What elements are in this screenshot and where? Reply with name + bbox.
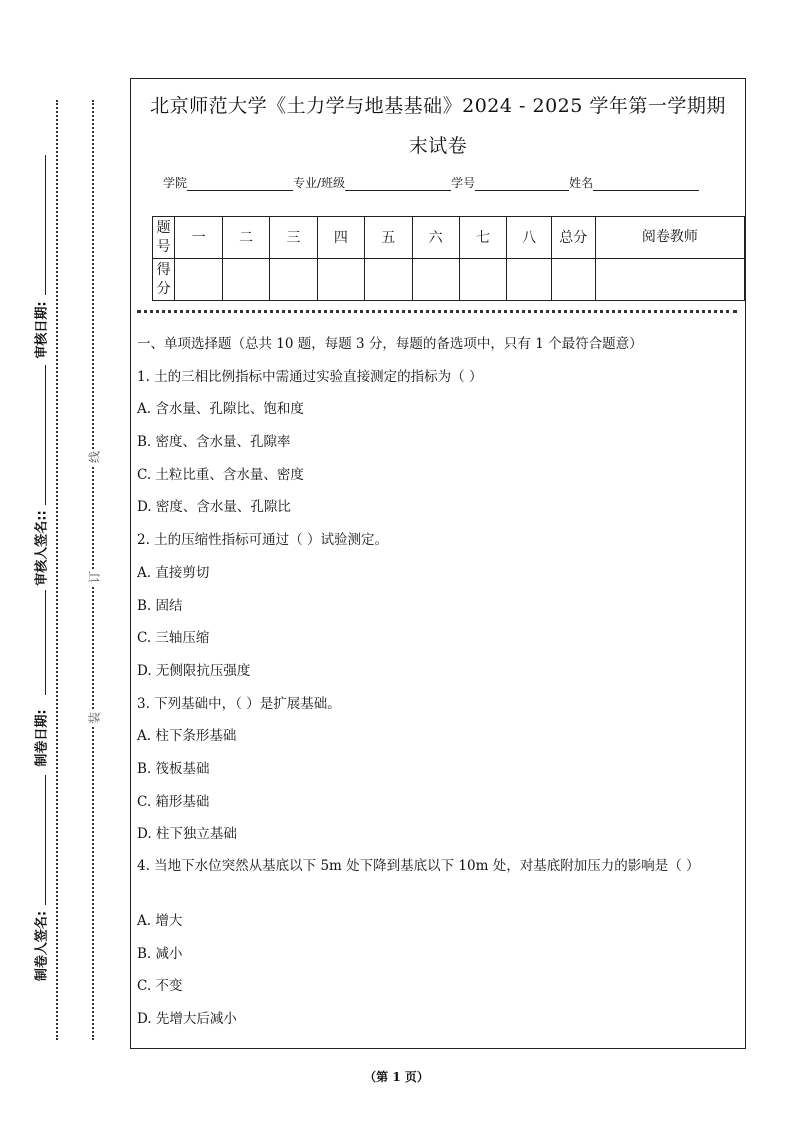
question-stem: 4. 当地下水位突然从基底以下 5m 处下降到基底以下 10m 处，对基底附加压力的影响是（ ） <box>137 858 700 874</box>
section-single-choice <box>137 333 741 1041</box>
signature-line <box>45 590 46 695</box>
col-header: 阅卷教师 <box>595 217 744 259</box>
option: D. 无侧限抗压强度 <box>137 662 251 679</box>
signature-line <box>45 365 46 505</box>
exam-frame <box>130 78 746 1049</box>
question-stem: 3. 下列基础中，（ ）是扩展基础。 <box>137 695 341 712</box>
signature-line <box>45 775 46 905</box>
score-cell[interactable] <box>364 259 412 301</box>
option: D. 密度、含水量、孔隙比 <box>137 499 291 516</box>
page-number: （第 1 页） <box>364 1070 429 1084</box>
section-heading: 一、单项选择题（总共 10 题，每题 3 分，每题的备选项中，只有 1 个最符合题意） <box>137 336 643 352</box>
field-label-major-class: 专业/班级 <box>293 176 346 190</box>
col-header: 六 <box>412 217 459 259</box>
col-header: 七 <box>459 217 507 259</box>
college-blank[interactable] <box>187 178 293 191</box>
major-class-blank[interactable] <box>345 178 451 191</box>
reviewer-signature-label: 审核人签名:: <box>34 510 50 586</box>
score-table <box>152 216 745 301</box>
field-label-student-id: 学号 <box>451 176 476 190</box>
student-info-row <box>163 174 699 191</box>
col-header: 五 <box>364 217 412 259</box>
option: B. 筏板基础 <box>137 760 210 777</box>
option: A. 含水量、孔隙比、饱和度 <box>137 401 304 418</box>
score-cell[interactable] <box>459 259 507 301</box>
exam-title-line2: 末试卷 <box>408 135 468 157</box>
question-stem: 1. 土的三相比例指标中需通过实验直接测定的指标为（ ） <box>137 368 483 385</box>
dotted-separator <box>137 310 737 313</box>
binding-dotted-line-outer <box>56 100 58 1040</box>
maker-signature-label: 制卷人签名: <box>34 910 50 982</box>
option: A. 增大 <box>137 913 183 929</box>
exam-date-label: 制卷日期: <box>34 709 50 767</box>
bind-mark-ding: 订 <box>87 570 102 584</box>
score-cell[interactable] <box>317 259 364 301</box>
score-cell[interactable] <box>412 259 459 301</box>
col-header: 总分 <box>551 217 595 259</box>
option: C. 土粒比重、含水量、密度 <box>137 466 304 483</box>
review-date-label: 审核日期: <box>34 301 50 359</box>
col-header: 一 <box>175 217 223 259</box>
score-cell[interactable] <box>270 259 318 301</box>
score-cell[interactable] <box>507 259 551 301</box>
option: D. 先增大后减小 <box>137 1011 237 1028</box>
option: C. 三轴压缩 <box>137 630 210 647</box>
exam-title-line1: 北京师范大学《土力学与地基基础》2024 - 2025 学年第一学期期 <box>150 95 726 117</box>
score-cell[interactable] <box>595 259 744 301</box>
score-cell[interactable] <box>551 259 595 301</box>
option: D. 柱下独立基础 <box>137 826 237 843</box>
option: A. 直接剪切 <box>137 564 210 581</box>
score-cell[interactable] <box>223 259 270 301</box>
col-header: 四 <box>317 217 364 259</box>
option: C. 箱形基础 <box>137 793 210 810</box>
col-header: 三 <box>270 217 318 259</box>
option: B. 减小 <box>137 945 183 962</box>
row-label-score: 得分 <box>153 259 175 301</box>
col-header: 八 <box>507 217 551 259</box>
student-id-blank[interactable] <box>475 178 569 191</box>
field-label-name: 姓名 <box>569 176 594 190</box>
option: C. 不变 <box>137 978 183 995</box>
name-blank[interactable] <box>593 178 699 191</box>
bind-mark-xian: 线 <box>87 450 102 464</box>
signature-line <box>45 155 46 295</box>
option: B. 固结 <box>137 597 183 614</box>
option: B. 密度、含水量、孔隙率 <box>137 434 291 451</box>
bind-mark-zhuang: 装 <box>87 711 102 725</box>
col-header: 二 <box>223 217 270 259</box>
row-label-question-no: 题号 <box>153 217 175 259</box>
score-cell[interactable] <box>175 259 223 301</box>
option: A. 柱下条形基础 <box>137 728 237 745</box>
field-label-college: 学院 <box>163 176 188 190</box>
question-stem: 2. 土的压缩性指标可通过（ ）试验测定。 <box>137 532 388 549</box>
